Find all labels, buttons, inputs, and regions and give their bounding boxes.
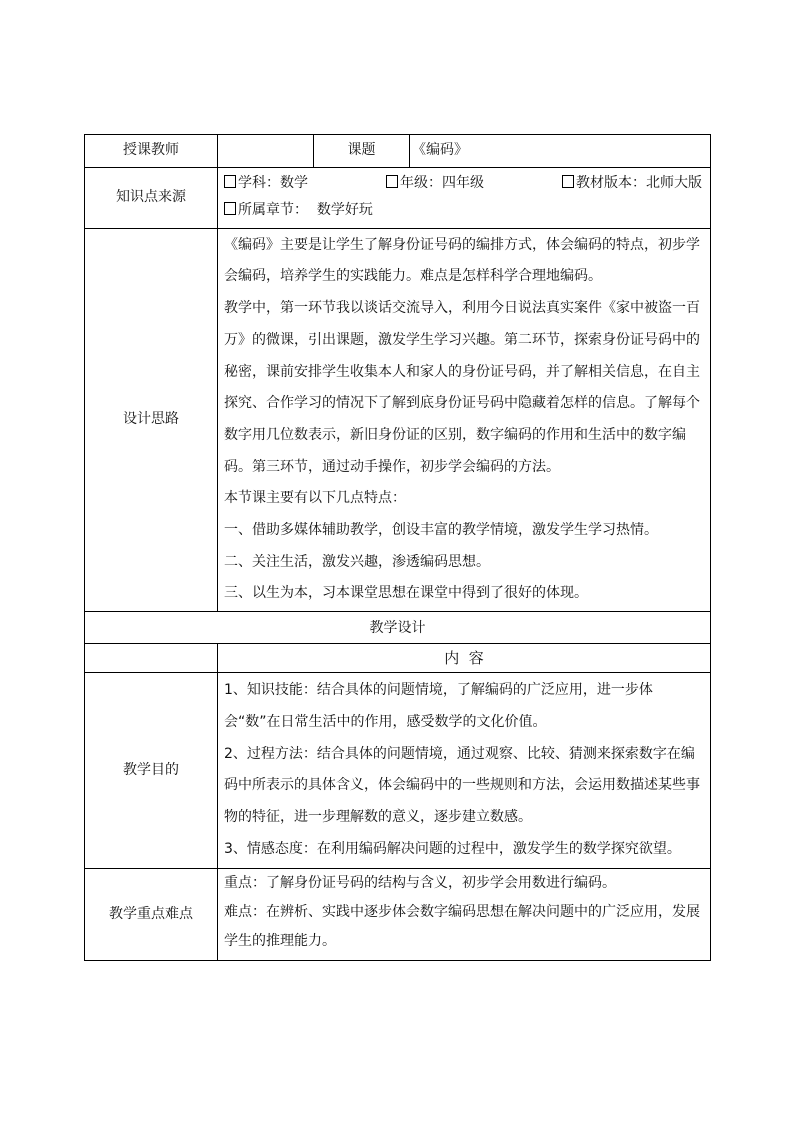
edition-item	[562, 170, 702, 197]
key-points-content	[218, 869, 711, 961]
subject-text: 学科：数学	[238, 174, 308, 191]
objectives-content	[218, 673, 711, 869]
grade-text: 年级：四年级	[400, 174, 484, 191]
edition-text: 教材版本：北师大版	[576, 174, 702, 191]
design-paragraph: 三、以生为本，习本课堂思想在课堂中得到了很好的体现。	[224, 585, 588, 602]
key-points-label: 教学重点难点	[85, 869, 218, 961]
lesson-plan-table	[84, 134, 711, 961]
section-title: 教学设计	[85, 612, 711, 644]
subject-item	[224, 170, 308, 197]
objective-item: 1、知识技能：结合具体的问题情境，了解编码的广泛应用，进一步体会“数”在日常生活中的作用，感受数学的文化价值。	[224, 682, 653, 730]
objectives-row	[85, 673, 711, 869]
checkbox-icon	[224, 202, 236, 215]
design-paragraph: 本节课主要有以下几点特点：	[224, 490, 406, 507]
source-label: 知识点来源	[85, 167, 218, 228]
design-idea-content	[218, 228, 711, 611]
section-title-row	[85, 612, 711, 644]
key-point-item: 难点：在辨析、实践中逐步体会数字编码思想在解决问题中的广泛应用，发展学生的推理能力。	[224, 904, 700, 950]
chapter-text: 所属章节： 数学好玩	[238, 201, 373, 218]
checkbox-icon	[386, 175, 398, 188]
objective-item: 3、情感态度：在利用编码解决问题的过程中，激发学生的数学探究欲望。	[224, 840, 681, 857]
design-paragraph: 教学中，第一环节我以谈话交流导入，利用今日说法真实案件《家中被盗一百万》的微课，引出课题，激发学生学习兴趣。第二环节，探索身份证号码中的秘密，课前安排学生收集本人和家人的身份证号码，并了解相关信息，在自主探究、合作学习的情况下了解到底身份证号码中隐藏着怎样的信息。了解每个数字用几位数表示，新旧身份证的区别，数字编码的作用和生活中的数字编码。第三环节，通过动手操作，初步学会编码的方法。	[224, 300, 700, 475]
grade-item	[386, 170, 484, 197]
design-idea-row	[85, 228, 711, 611]
design-paragraph: 一、借助多媒体辅助教学，创设丰富的教学情境，激发学生学习热情。	[224, 522, 658, 539]
checkbox-icon	[224, 175, 236, 188]
content-header-empty	[85, 644, 218, 673]
objective-item: 2、过程方法：结合具体的问题情境，通过观察、比较、猜测来探索数字在编码中所表示的具体含义，体会编码中的一些规则和方法，会运用数描述某些事物的特征，进一步理解数的意义，逐步建立数感。	[224, 745, 700, 825]
key-points-row	[85, 869, 711, 961]
teacher-label: 授课教师	[85, 135, 218, 168]
topic-label: 课题	[314, 135, 410, 168]
key-point-item: 重点：了解身份证号码的结构与含义，初步学会用数进行编码。	[224, 875, 616, 892]
objectives-label: 教学目的	[85, 673, 218, 869]
source-line-1	[224, 170, 704, 197]
checkbox-icon	[562, 175, 574, 188]
topic-value: 《编码》	[410, 135, 711, 168]
source-line-2	[224, 197, 704, 224]
content-header-row	[85, 644, 711, 673]
source-content	[218, 167, 711, 228]
design-idea-label: 设计思路	[85, 228, 218, 611]
content-header: 内 容	[218, 644, 711, 673]
teacher-value	[218, 135, 314, 168]
source-row	[85, 167, 711, 228]
header-row	[85, 135, 711, 168]
design-paragraph: 《编码》主要是让学生了解身份证号码的编排方式，体会编码的特点，初步学会编码，培养学生的实践能力。难点是怎样科学合理地编码。	[224, 236, 700, 285]
design-paragraph: 二、关注生活，激发兴趣，渗透编码思想。	[224, 553, 490, 570]
